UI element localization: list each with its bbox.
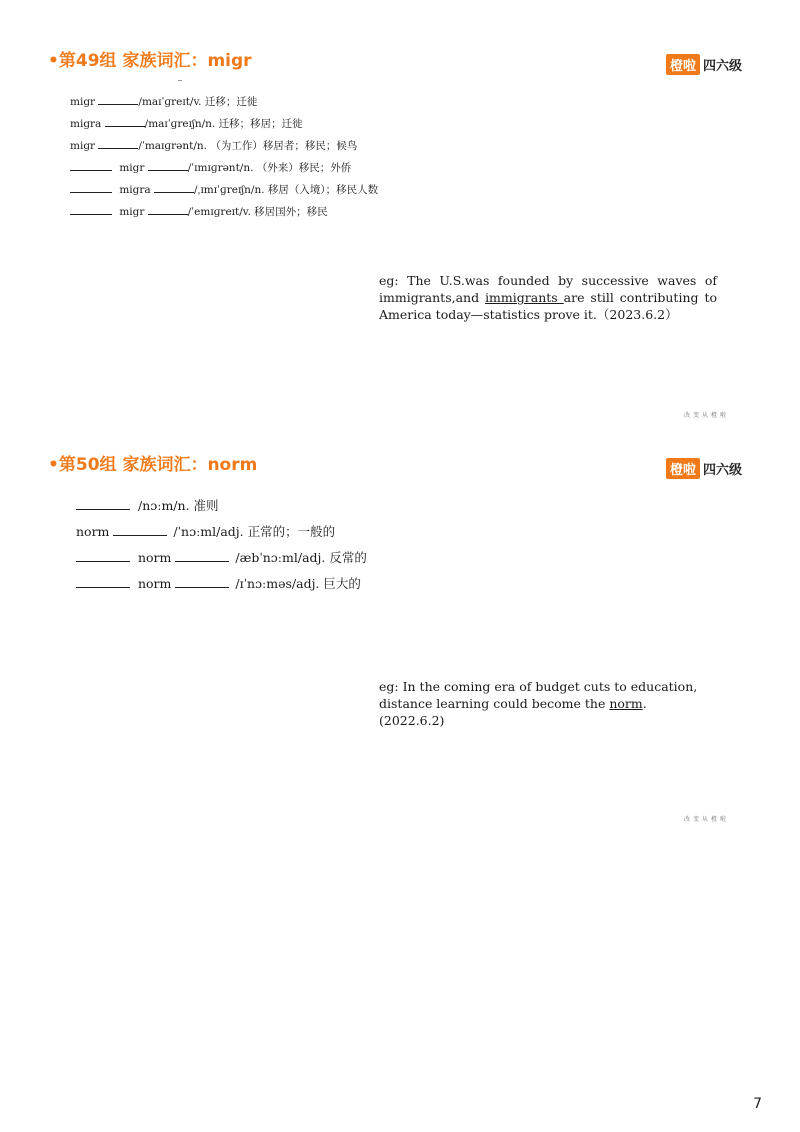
brand-logo [666, 458, 742, 479]
fill-blank[interactable] [70, 170, 112, 171]
page-number: 7 [753, 1096, 762, 1112]
entry-definition: /ˌɪmɪˈɡreɪʃn/n. 移居（入境）；移民人数 [194, 184, 379, 196]
example-text: eg: In the coming era of budget cuts to education, distance learning could become the [379, 679, 698, 711]
entry-root: norm [137, 576, 172, 591]
entry-definition: /maɪˈɡreɪʃn/n. 迁移；移居；迁徙 [144, 118, 303, 130]
entry-definition: /ˈnɔːml/adj. 正常的；一般的 [173, 524, 336, 539]
example-text: are still contributing to America today—statistics prove it.（2023.6.2） [379, 290, 717, 322]
fill-blank[interactable] [175, 587, 229, 588]
entry-definition: /ˈmaɪɡrənt/n. （为工作）移居者；移民；候鸟 [138, 140, 358, 152]
brand-text: 四六级 [702, 463, 742, 478]
fill-blank[interactable] [105, 126, 145, 127]
word-list [76, 500, 367, 604]
entry-definition: /ɪˈnɔːməs/adj. 巨大的 [235, 576, 361, 591]
entry-root: migr [119, 206, 145, 218]
entry-definition: /ˈemɪɡreɪt/v. 移居国外；移民 [187, 206, 328, 218]
footer-watermark: 改变从橙啦 [684, 816, 730, 823]
word-entry [76, 552, 367, 578]
word-entry [70, 207, 378, 229]
brand-text: 四六级 [702, 59, 742, 74]
example-sentence [379, 272, 717, 323]
entry-prefix: migra [70, 118, 102, 130]
tick-mark [178, 80, 182, 81]
word-entry [76, 578, 367, 604]
entry-root: migr [119, 162, 145, 174]
fill-blank[interactable] [154, 192, 194, 193]
fill-blank[interactable] [70, 192, 112, 193]
brand-logo [666, 54, 742, 75]
example-text: .(2022.6.2) [379, 696, 647, 728]
word-entry [70, 97, 378, 119]
example-keyword: immigrants [485, 290, 564, 305]
fill-blank[interactable] [113, 535, 167, 536]
entry-prefix: migr [70, 140, 96, 152]
fill-blank[interactable] [76, 587, 130, 588]
brand-badge: 橙啦 [666, 54, 700, 75]
entry-prefix: norm [76, 524, 110, 539]
footer-watermark: 改变从橙啦 [684, 412, 730, 419]
fill-blank[interactable] [76, 509, 130, 510]
word-list [70, 97, 378, 229]
fill-blank[interactable] [98, 104, 138, 105]
entry-definition: /nɔːm/n. 准则 [137, 498, 219, 513]
fill-blank[interactable] [148, 214, 188, 215]
word-entry [70, 119, 378, 141]
entry-root: migra [119, 184, 151, 196]
word-entry [70, 185, 378, 207]
word-entry [70, 141, 378, 163]
fill-blank[interactable] [98, 148, 138, 149]
fill-blank[interactable] [70, 214, 112, 215]
fill-blank[interactable] [148, 170, 188, 171]
example-keyword: norm [609, 696, 643, 711]
word-entry [76, 500, 367, 526]
word-entry [70, 163, 378, 185]
entry-definition: /æbˈnɔːml/adj. 反常的 [235, 550, 367, 565]
entry-root: norm [137, 550, 172, 565]
entry-definition: /maɪˈɡreɪt/v. 迁移；迁徙 [138, 96, 258, 108]
section-title: •第50组 家族词汇：norm [48, 455, 258, 475]
section-title: •第49组 家族词汇：migr [48, 51, 252, 71]
word-entry [76, 526, 367, 552]
example-sentence [379, 678, 709, 729]
fill-blank[interactable] [76, 561, 130, 562]
fill-blank[interactable] [175, 561, 229, 562]
entry-prefix: migr [70, 96, 96, 108]
example-text: eg: The U.S.was founded by successive waves of immigrants,and [379, 273, 717, 305]
brand-badge: 橙啦 [666, 458, 700, 479]
entry-definition: /ˈɪmɪɡrənt/n. （外来）移民；外侨 [187, 162, 352, 174]
